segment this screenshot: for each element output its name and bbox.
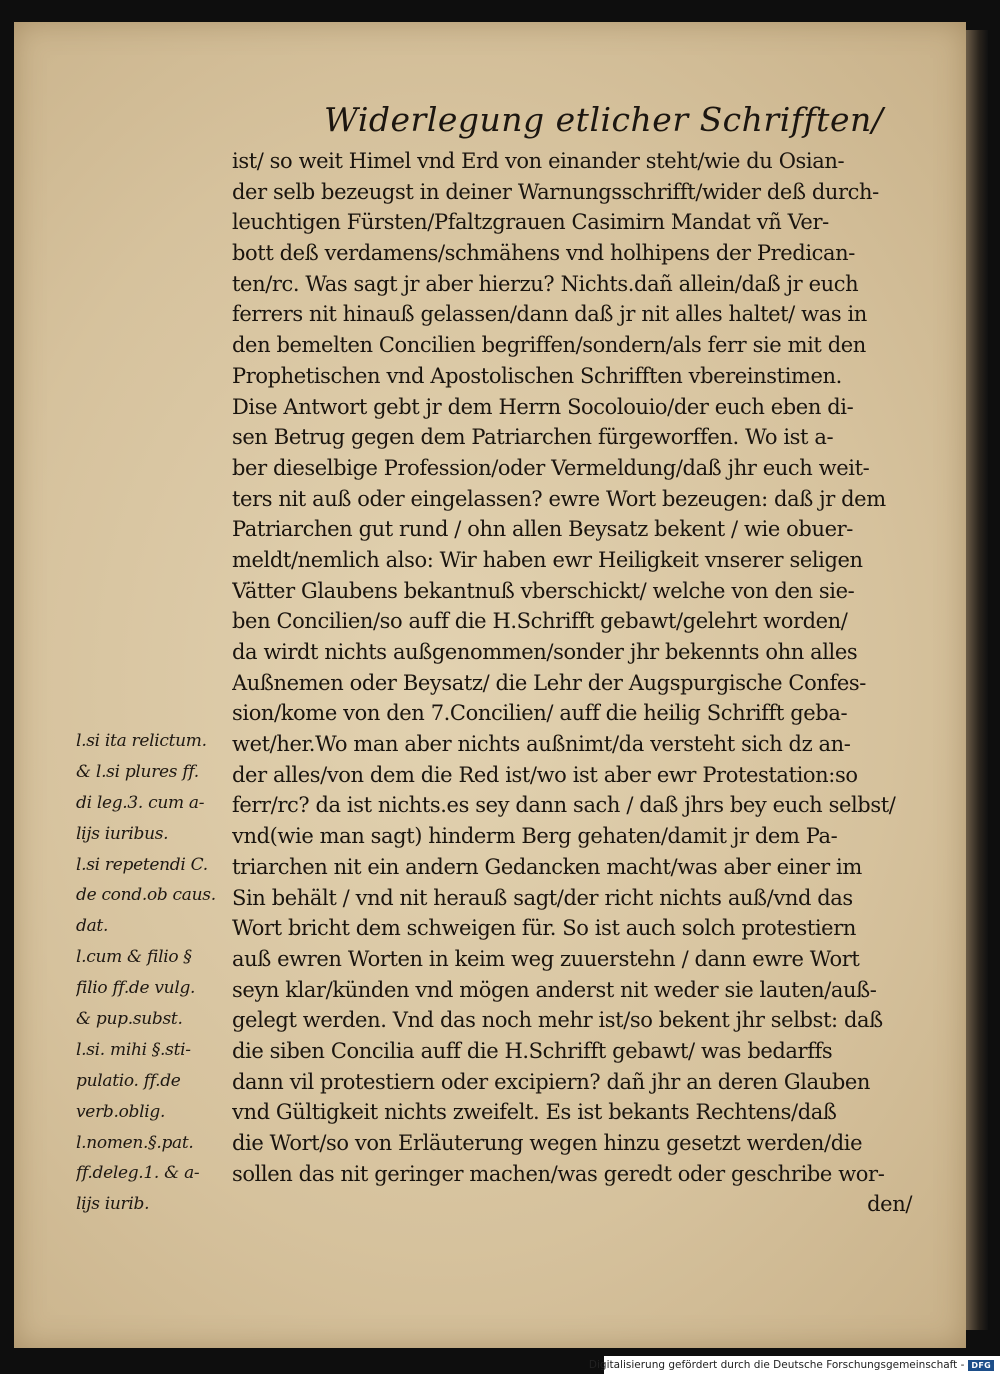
running-head: Widerlegung etlicher Schrifften/ bbox=[324, 100, 884, 139]
text-line: ferr/rc? da ist nichts.es sey dann sach / daß jhrs bey euch selbst/ bbox=[232, 793, 896, 818]
text-line: sen Betrug gegen dem Patriarchen fürgeworffen. Wo ist a- bbox=[232, 425, 834, 450]
text-line: Außnemen oder Beysatz/ die Lehr der Augspurgische Confes- bbox=[232, 670, 866, 695]
text-line: Prophetischen vnd Apostolischen Schrifften vbereinstimen. bbox=[232, 363, 842, 388]
margin-note-line: ff.deleg.1. & a- bbox=[76, 1163, 200, 1184]
text-line: gelegt werden. Vnd das noch mehr ist/so bekent jhr selbst: daß bbox=[232, 1008, 883, 1033]
text-line: Dise Antwort gebt jr dem Herrn Socolouio/der euch eben di- bbox=[232, 394, 854, 419]
catchword: den/ bbox=[867, 1192, 912, 1217]
margin-note-line: di leg.3. cum a- bbox=[76, 792, 205, 813]
margin-note-line: dat. bbox=[76, 916, 109, 937]
text-line: da wirdt nichts außgenommen/sonder jhr bekennts ohn alles bbox=[232, 640, 858, 664]
margin-note-line: de cond.ob caus. bbox=[76, 885, 216, 906]
text-line: Patriarchen gut rund / ohn allen Beysatz bekent / wie obuer- bbox=[232, 517, 853, 542]
text-line: Vätter Glaubens bekantnuß vberschickt/ welche von den sie- bbox=[232, 578, 855, 603]
text-line: den bemelten Concilien begriffen/sondern/als ferr sie mit den bbox=[232, 333, 866, 358]
margin-note-line: filio ff.de vulg. bbox=[76, 978, 196, 999]
text-line: bott deß verdamens/schmähens vnd holhipens der Predican- bbox=[232, 241, 855, 266]
margin-note-line: & pup.subst. bbox=[76, 1009, 183, 1030]
margin-note-line: pulatio. ff.de bbox=[76, 1070, 181, 1091]
text-line: dann vil protestiern oder excipiern? dañ jhr an deren Glauben bbox=[232, 1069, 871, 1094]
margin-note-line: l.nomen.§.pat. bbox=[76, 1132, 194, 1153]
text-line: Sin behält / vnd nit herauß sagt/der richt nichts auß/vnd das bbox=[232, 885, 853, 910]
text-line: vnd Gültigkeit nichts zweifelt. Es ist bekants Rechtens/daß bbox=[232, 1100, 837, 1125]
text-line: der selb bezeugst in deiner Warnungsschrifft/wider deß durch- bbox=[232, 179, 879, 204]
margin-note-line: l.si ita relictum. bbox=[76, 731, 207, 751]
text-line: meldt/nemlich also: Wir haben ewr Heiligkeit vnserer seligen bbox=[232, 547, 863, 572]
text-line: ist/ so weit Himel vnd Erd von einander steht/wie du Osian- bbox=[232, 149, 845, 173]
text-line: auß ewren Worten in keim weg zuuerstehn / dann ewre Wort bbox=[232, 946, 860, 971]
text-line: triarchen nit ein andern Gedancken macht/was aber einer im bbox=[232, 854, 862, 879]
footer-credit: Digitalisierung gefördert durch die Deutsche Forschungsgemeinschaft - bbox=[588, 1359, 965, 1371]
margin-note-line: l.cum & filio § bbox=[76, 947, 192, 968]
text-line: ber dieselbige Profession/oder Vermeldung/daß jhr euch weit- bbox=[232, 455, 870, 480]
text-line: ben Concilien/so auff die H.Schrifft gebawt/gelehrt worden/ bbox=[232, 609, 848, 634]
margin-note-line: verb.oblig. bbox=[76, 1101, 166, 1122]
text-line: die siben Concilia auff die H.Schrifft gebawt/ was bedarffs bbox=[232, 1038, 833, 1063]
text-line: leuchtigen Fürsten/Pfaltzgrauen Casimirn Mandat vñ Ver- bbox=[232, 210, 829, 235]
text-line: sion/kome von den 7.Concilien/ auff die heilig Schrifft geba- bbox=[232, 701, 848, 726]
dfg-logo: DFG bbox=[968, 1360, 994, 1371]
text-line: wet/her.Wo man aber nichts außnimt/da versteht sich dz an- bbox=[232, 732, 851, 757]
margin-notes bbox=[76, 726, 238, 1220]
margin-note-line: l.si. mihi §.sti- bbox=[76, 1039, 191, 1060]
margin-note-line: l.si repetendi C. bbox=[76, 854, 208, 875]
text-line: vnd(wie man sagt) hinderm Berg gehaten/damit jr dem Pa- bbox=[232, 824, 838, 849]
margin-note-line: lijs iurib. bbox=[76, 1194, 150, 1215]
text-line: sollen das nit geringer machen/was geredt oder geschribe wor- bbox=[232, 1161, 885, 1186]
margin-note-line: & l.si plures ff. bbox=[76, 761, 199, 782]
footer bbox=[588, 1356, 1000, 1374]
body-text bbox=[232, 146, 922, 1220]
margin-note-line: lijs iuribus. bbox=[76, 823, 169, 844]
text-line: ten/rc. Was sagt jr aber hierzu? Nichts.dañ allein/daß jr euch bbox=[232, 271, 859, 296]
text-line: der alles/von dem die Red ist/wo ist aber ewr Protestation:so bbox=[232, 762, 858, 787]
text-line: ters nit auß oder eingelassen? ewre Wort bezeugen: daß jr dem bbox=[232, 486, 886, 511]
text-line: die Wort/so von Erläuterung wegen hinzu gesetzt werden/die bbox=[232, 1131, 863, 1155]
text-line: Wort bricht dem schweigen für. So ist auch solch protestiern bbox=[232, 916, 856, 941]
text-line: ferrers nit hinauß gelassen/dann daß jr nit alles haltet/ was in bbox=[232, 302, 867, 327]
page-edge bbox=[966, 30, 988, 1330]
text-line: seyn klar/künden vnd mögen anderst nit weder sie lauten/auß- bbox=[232, 977, 877, 1002]
